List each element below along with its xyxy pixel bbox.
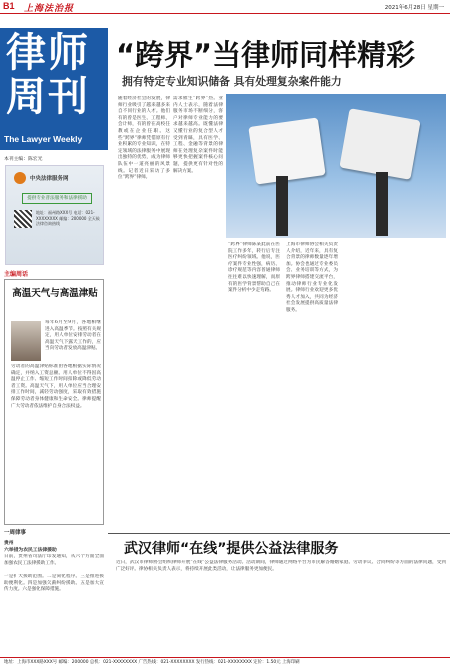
page-header (0, 0, 450, 14)
main-headline: “跨界”当律师同样精彩 (116, 38, 416, 72)
week-item: 一是扩大援助范围。二是简化程序。三是推进援助便利化。四是加强欠薪纠纷援助。五是加大宣传力度。六是强化保障措施。 (4, 574, 104, 593)
weekly-news-list (4, 540, 104, 634)
ad-contact: 地址：福州路XXX号 电话：021-XXXXXXXX 邮编：200000 全天候法律咨询热线 (36, 210, 100, 226)
column-label: 主编周话 (4, 271, 29, 278)
qr-code-icon[interactable] (14, 210, 32, 228)
lawyer-weekly-banner (0, 28, 108, 150)
week-item: 六举措为农民工法律援助 (4, 548, 57, 553)
week-item: 贵州 (4, 541, 14, 546)
page-code: B1 (3, 1, 15, 11)
banner-title-line1: 律师 (6, 30, 90, 76)
column-text-intro: 每年6月至9月，各地相继进入高温季节。按照有关规定，用人单位安排劳动者在高温天气下露天工作的，应当向劳动者发放高温津贴。 (45, 320, 101, 352)
article-column-1: 随着经济社会的发展，律师行业吸引了越来越多来自不同行业的人才。他们有的曾是医生、工程师、会计师，有的曾在高校任教或在企业任职。这些“跨界”律师凭借原有行业积累的专业知识，在特定领域的法律服务中展现出独特的优势，成为律师队伍中一道亮丽的风景线。记者近日采访了多位“跨界”律师。 (118, 96, 170, 181)
editor-line: 本刊主编：陈宏光 (4, 157, 43, 162)
banner-title-line2: 周刊 (6, 74, 90, 120)
banner-english-title: The Lawyer Weekly (4, 134, 83, 144)
article-column-3: “跨界”律师陈某此前在医院工作多年，转行后专注医疗纠纷领域。他说，医疗案件专业性强，病历、诊疗规范等内容普通律师往往难以快速理解，而原有的医学背景帮助自己在案件分析中少走弯路。 (228, 242, 280, 294)
week-item: 日前，贵州省司法厅印发通知，从六个方面全面加强农民工法律援助工作。 (4, 554, 104, 566)
second-headline: 武汉律师“在线”提供公益法律服务 (124, 541, 339, 557)
article-column-2: 需求催生“跨界”热。业内人士表示，随着法律服务市场不断细分，客户对律师专业能力的要求越来越高。既懂法律又懂行业的复合型人才受到青睐，具有医学、工程、金融等背景的律师在处理复杂案件时能够更快把握案件核心问题，提供更有针对性的解决方案。 (173, 96, 223, 174)
weekly-news-label: 一周律事 (4, 530, 27, 536)
ad-logo-icon (14, 172, 26, 184)
second-article-text: 近日，武汉市律师协会组织律师开展“在线”公益法律服务活动。活动期间，律师通过网络平台为市民解答婚姻家庭、劳动争议、合同纠纷等方面的法律问题，受到广泛好评。律协相关负责人表示，将持续开展此类活动，让法律服务更加便民。 (116, 560, 446, 572)
puzzle-photo (226, 94, 446, 238)
person-left (276, 176, 288, 236)
masthead-logo: 上海法治报 (24, 4, 75, 14)
ad-service-banner: 提供专业普法服务和法律援助 (22, 193, 92, 204)
puzzle-piece-right (339, 108, 420, 180)
main-subheadline: 拥有特定专业知识储备 具有处理复杂案件能力 (122, 75, 342, 88)
person-right (376, 172, 388, 236)
issue-date: 2021年6月28日 星期一 (384, 5, 444, 11)
ad-org-name: 中央法律服务网 (30, 176, 69, 182)
section-divider (108, 533, 450, 534)
editor-column (4, 279, 104, 525)
column-title: 高温天气与高温津贴 (12, 288, 98, 299)
article-column-4: 上海市律师协会相关负责人介绍，近年来，具有复合背景的律师数量逐年增加。协会也通过专业委员会、业务培训等方式，为跨界律师搭建交流平台，推动律师行业专业化发展。律师行业欢迎更多优秀人才加入，共同为经济社会发展提供高质量法律服务。 (286, 242, 338, 313)
author-avatar (11, 321, 41, 361)
column-text-body: 劳动者的高温津贴标准由各地根据实际情况确定，并纳入工资总额。用人单位不得因高温停止工作、缩短工作时间扣除或降低劳动者工资。高温天气下，用人单位应当合理安排工作时间，减轻劳动强度，采取有效措施保障劳动者身体健康和生命安全。律师提醒广大劳动者依法维护自身合法权益。 (11, 364, 101, 409)
page-footer: 地址：上海市XXX路XXX号 邮编：200000 总机：021-XXXXXXXX 广告热线：021-XXXXXXXX 发行热线：021-XXXXXXXX 定价：1.50元 上海印刷 (0, 657, 450, 668)
puzzle-piece-left (248, 117, 325, 184)
